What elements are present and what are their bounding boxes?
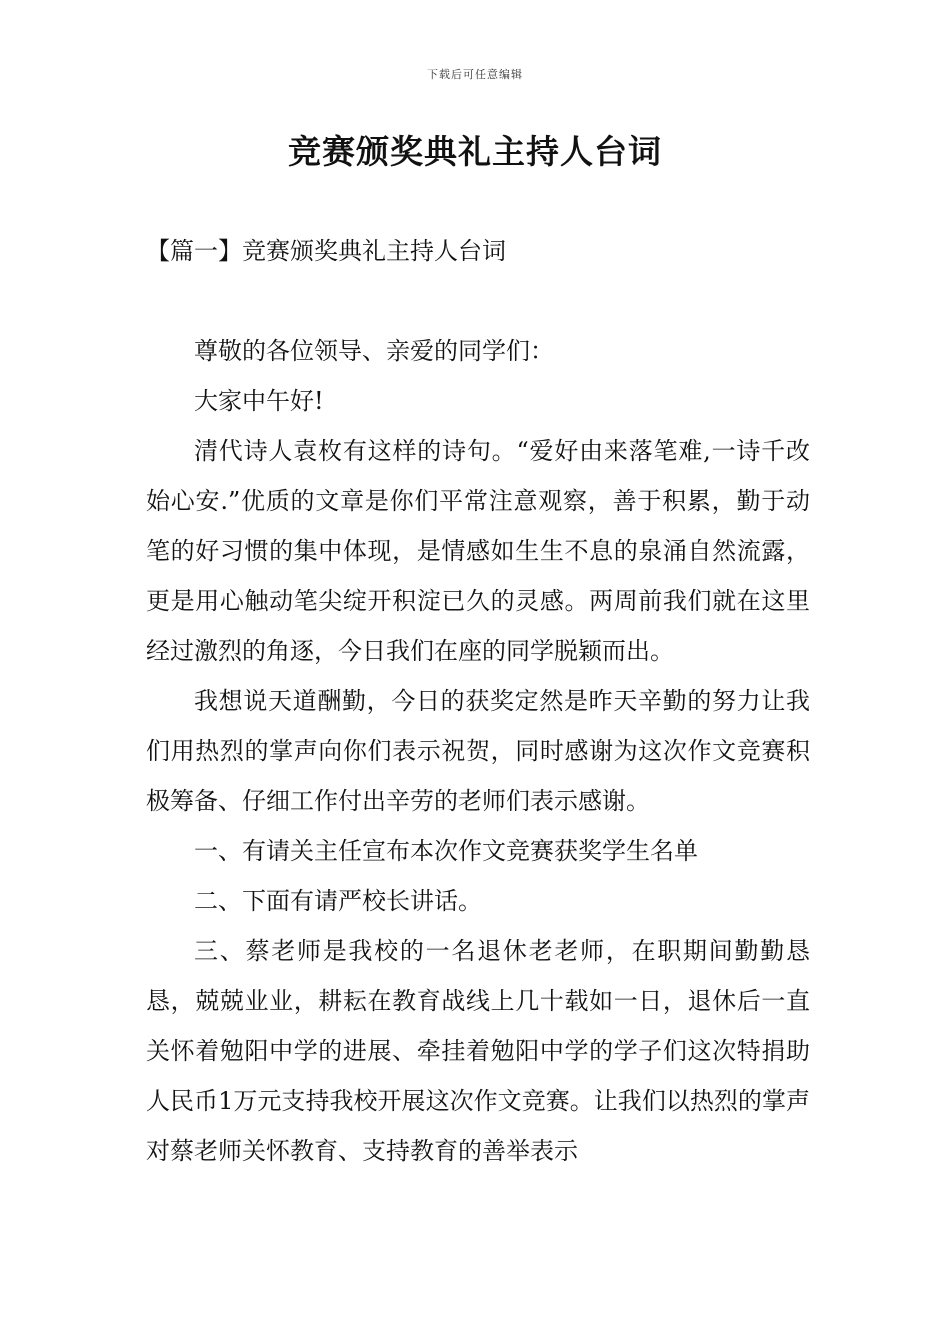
paragraph-salutation: 尊敬的各位领导、亲爱的同学们：	[194, 337, 554, 365]
page-header-note: 下载后可任意编辑	[427, 68, 523, 81]
paragraph-item-three: 三、蔡老师是我校的一名退休老老师，在职期间勤勤恳恳，兢兢业业，耕耘在教育战线上几十载如一日，退休后一直关怀着勉阳中学的进展、牵挂着勉阳中学的学子们这次特捐助人民币1万元支持我校开展这次作文竞赛。让我们以热烈的掌声对蔡老师关怀教育、支持教育的善举表示	[146, 937, 810, 1165]
paragraph-congratulations: 我想说天道酬勤，今日的获奖定然是昨天辛勤的努力让我们用热烈的掌声向你们表示祝贺，同时感谢为这次作文竞赛积极筹备、仔细工作付出辛劳的老师们表示感谢。	[146, 687, 810, 815]
document-body	[146, 326, 810, 1176]
paragraph-poem-intro: 清代诗人袁枚有这样的诗句。“爱好由来落笔难,一诗千改始心安.”优质的文章是你们平常注意观察，善于积累，勤于动笔的好习惯的集中体现，是情感如生生不息的泉涌自然流露，更是用心触动笔尖绽开积淀已久的灵感。两周前我们就在这里经过激烈的角逐，今日我们在座的同学脱颖而出。	[146, 437, 810, 665]
paragraph-greeting: 大家中午好!	[194, 387, 324, 415]
paragraph-item-one: 一、有请关主任宣布本次作文竞赛获奖学生名单	[194, 837, 698, 865]
paragraph-item-two: 二、下面有请严校长讲话。	[194, 887, 482, 915]
document-title: 竞赛颁奖典礼主持人台词	[288, 132, 662, 171]
section-heading: 【篇一】竞赛颁奖典礼主持人台词	[146, 237, 506, 265]
